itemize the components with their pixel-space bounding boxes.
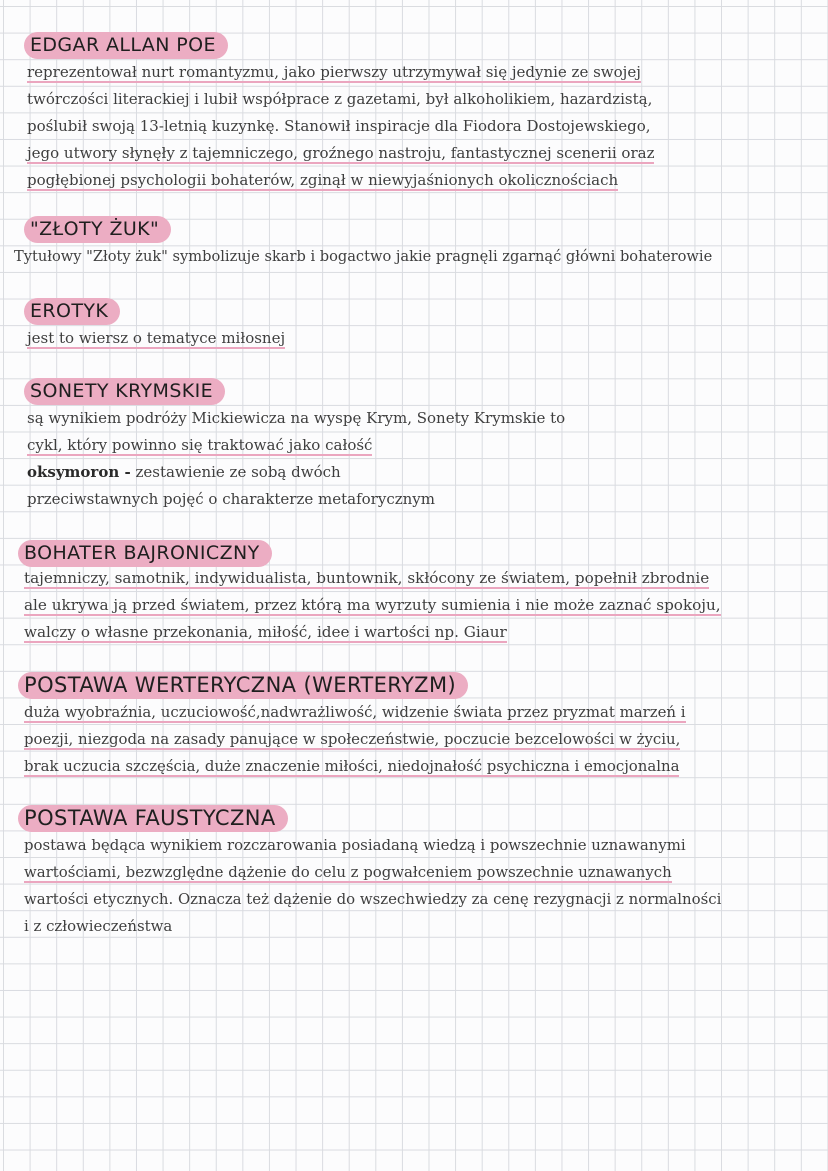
text-line: i z człowieczeństwa [24,917,173,935]
section-heading: EDGAR ALLAN POE [24,32,228,59]
section-body [27,59,654,194]
text-line: jest to wiersz o tematyce miłosnej [27,329,286,347]
text-line: wartości etycznych. Oznacza też dążenie do wszechwiedzy za cenę rezygnacji z normalności [24,890,722,908]
text-line: twórczości literackiej i lubił współprace z gazetami, był alkoholikiem, hazardzistą, [27,90,653,108]
section-heading: SONETY KRYMSKIE [24,378,225,405]
text-line: brak uczucia szczęścia, duże znaczenie miłości, niedojnałość psychiczna i emocjonalna [24,757,680,775]
section-heading: BOHATER BAJRONICZNY [18,540,272,567]
section-heading: POSTAWA WERTERYCZNA (WERTERYZM) [18,672,468,699]
text-line: poślubił swoją 13-letnią kuzynkę. Stanowił inspiracje dla Fiodora Dostojewskiego, [27,117,651,135]
text-line: cykl, który powinno się traktować jako całość [27,436,373,454]
section-heading: POSTAWA FAUSTYCZNA [18,805,288,832]
text-line: Tytułowy "Złoty żuk" symbolizuje skarb i bogactwo jakie pragnęli zgarnąć główni bohaterowie [14,248,713,265]
text-line: wartościami, bezwzględne dążenie do celu z pogwałceniem powszechnie uznawanych [24,863,672,881]
text-line: pogłębionej psychologii bohaterów, zginął w niewyjaśnionych okolicznościach [27,171,619,189]
text-line: postawa będąca wynikiem rozczarowania posiadaną wiedzą i powszechnie uznawanymi [24,836,686,854]
text-line: duża wyobraźnia, uczuciowość,nadwrażliwość, widzenie świata przez pryzmat marzeń i [24,703,686,721]
section-body [24,832,721,940]
text-line: poezji, niezgoda na zasady panujące w społeczeństwie, poczucie bezcelowości w życiu, [24,730,681,748]
section-body [24,699,686,780]
text-line: reprezentował nurt romantyzmu, jako pierwszy utrzymywał się jedynie ze swojej [27,63,641,81]
text-line: ale ukrywa ją przed światem, przez którą ma wyrzuty sumienia i nie może zaznać spokoju, [24,596,721,614]
section-body [24,565,721,646]
text-line: oksymoron - zestawienie ze sobą dwóch [27,463,341,481]
section-body [27,325,285,352]
section-heading: "ZŁOTY ŻUK" [24,216,171,243]
text-line: są wynikiem podróży Mickiewicza na wyspę Krym, Sonety Krymskie to [27,409,566,427]
section-heading: EROTYK [24,298,120,325]
text-line: przeciwstawnych pojęć o charakterze metaforycznym [27,490,435,508]
text-line: tajemniczy, samotnik, indywidualista, buntownik, skłócony ze światem, popełnił zbrodnie [24,569,710,587]
term-label: oksymoron - [27,463,131,481]
text-line: jego utwory słynęły z tajemniczego, groźnego nastroju, fantastycznej scenerii oraz [27,144,655,162]
section-body [14,243,712,270]
text-line: walczy o własne przekonania, miłość, idee i wartości np. Giaur [24,623,507,641]
section-body [27,405,565,513]
